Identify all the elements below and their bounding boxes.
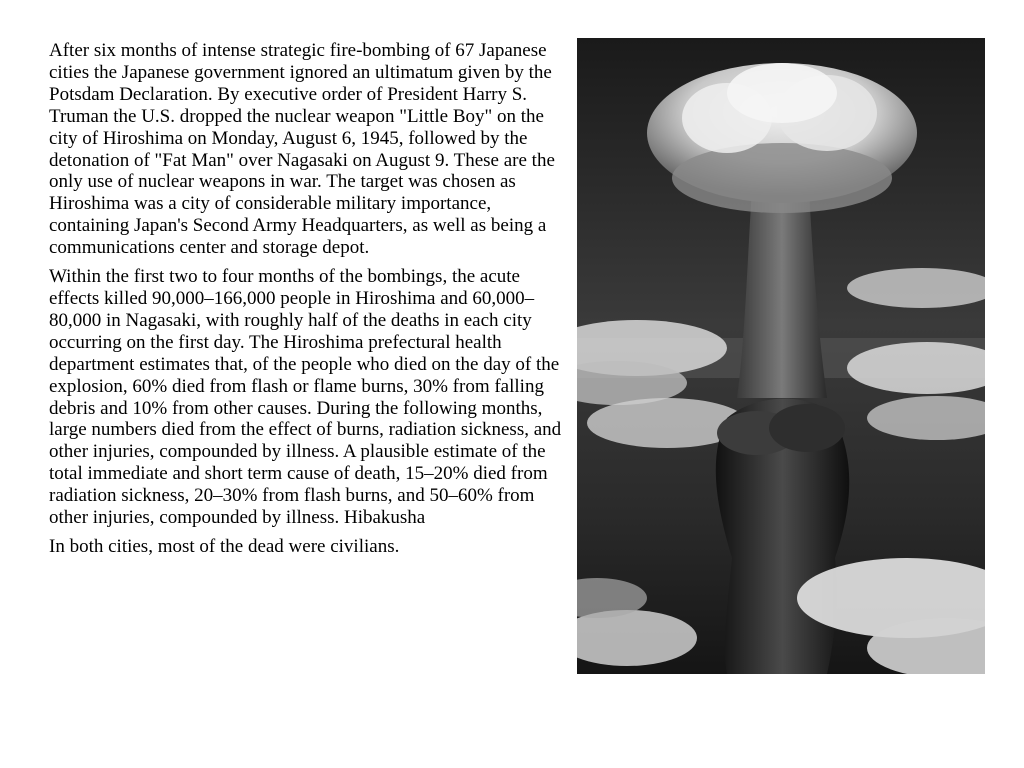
paragraph-civilians: In both cities, most of the dead were civilians. [49, 535, 400, 557]
mushroom-cloud-illustration [577, 38, 985, 674]
slide-body-text [49, 40, 565, 565]
mushroom-cloud-photo [577, 38, 985, 674]
paragraph-casualties: Within the first two to four months of the bombings, the acute effects killed 90,000–166,000 people in Hiroshima and 60,000–80,000 in Nagasaki, with roughly half of the deaths in each city occurring on the first day. The Hiroshima prefectural health department estimates that, of the people who died on the day of the explosion, 60% died from flash or flame burns, 30% from falling debris and 10% from other causes. During the following months, large numbers died from the effect of burns, radiation sickness, and other injuries, compounded by illness. A plausible estimate of the total immediate and short term cause of death, 15–20% died from radiation sickness, 20–30% from flash burns, and 50–60% from other injuries, compounded by illness. Hibakusha [49, 266, 562, 529]
paragraph-bombing-history: After six months of intense strategic fire-bombing of 67 Japanese cities the Japanese government ignored an ultimatum given by the Potsdam Declaration. By executive order of President Harry S. Truman the U.S. dropped the nuclear weapon "Little Boy" on the city of Hiroshima on Monday, August 6, 1945, followed by the detonation of "Fat Man" over Nagasaki on August 9. These are the only use of nuclear weapons in war. The target was chosen as Hiroshima was a city of considerable military importance, containing Japan's Second Army Headquarters, as well as being a communications center and storage depot. [49, 40, 555, 259]
